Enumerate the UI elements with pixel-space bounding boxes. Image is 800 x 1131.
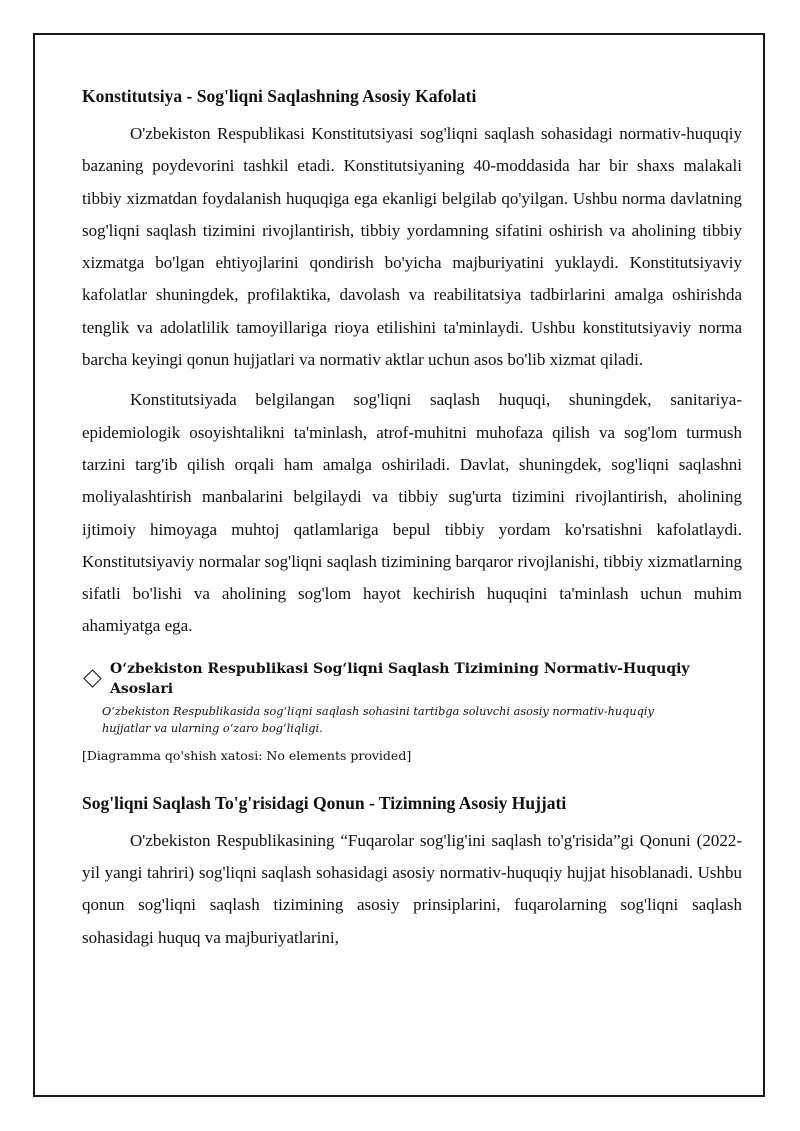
diagram-subtitle: O‘zbekiston Respublikasida sog‘liqni saqlash sohasini tartibga soluvchi asosiy normativ-huquqiy hujjatlar va ularning o‘zaro bog‘liqligi. — [102, 704, 654, 735]
section-heading-law: Sog'liqni Saqlash To'g'risidagi Qonun - Tizimning Asosiy Hujjati — [82, 792, 567, 813]
paragraph: O'zbekiston Respublikasi Konstitutsiyasi sog'liqni saqlash sohasidagi normativ-huquqiy bazaning poydevorini tashkil etadi. Konstitutsiyaning 40-moddasida har bir shaxs malakali tibbiy xizmatdan foydalanish huquqiga ega ekanligi belgilab qo'yilgan. Ushbu norma davlatning sog'liqni saqlash tizimini rivojlantirish, tibbiy yordamning sifatini oshirish va aholining tibbiy xizmatga bo'lgan ehtiyojlarini qondirish bo'yicha majburiyatini yuklaydi. Konstitutsiyaviy kafolatlar shuningdek, profilaktika, davolash va reabilitatsiya tadbirlarini amalga oshirishda tenglik va adolatlilik tamoyillariga rioya etilishini ta'minlaydi. Ushbu konstitutsiyaviy norma barcha keyingi qonun hujjatlari va normativ aktlar uchun asos bo'lib xizmat qiladi. — [82, 124, 742, 370]
diagram-title-text: O‘zbekiston Respublikasi Sog‘liqni Saqlash Tizimining Normativ-Huquqiy Asoslari — [110, 660, 690, 697]
diamond-icon — [83, 670, 101, 688]
paragraph: Konstitutsiyada belgilangan sog'liqni saqlash huquqi, shuningdek, sanitariya-epidemiologik osoyishtalikni ta'minlash, atrof-muhitni muhofaza qilish va sog'lom turmush tarzini targ'ib qilish orqali ham amalga oshiriladi. Davlat, shuningdek, sog'liqni saqlashni moliyalashtirish manbalarini belgilaydi va tibbiy sug'urta tizimini rivojlantirish, aholining ijtimoiy himoyaga muhtoj qatlamlariga bepul tibbiy yordam ko'rsatishni kafolatlaydi. Konstitutsiyaviy normalar sog'liqni saqlash tizimining barqaror rivojlanishi, tibbiy xizmatlarning sifatli bo'lishi va aholining sog'lom hayot kechirish huquqini ta'minlash uchun muhim ahamiyatga ega. — [82, 390, 742, 636]
diagram-title — [82, 659, 742, 699]
diagram-error-message: [Diagramma qo'shish xatosi: No elements provided] — [82, 747, 412, 763]
section-heading-constitution: Konstitutsiya - Sog'liqni Saqlashning Asosiy Kafolati — [82, 86, 477, 106]
document-body — [82, 84, 742, 962]
paragraph: O'zbekiston Respublikasining “Fuqarolar sog'lig'ini saqlash to'g'risida”gi Qonuni (2022-yil yangi tahriri) sog'liqni saqlash sohasidagi asosiy normativ-huquqiy hujjat hisoblanadi. Ushbu qonun sog'liqni saqlash tizimining asosiy prinsiplarini, fuqarolarning sog'liqni saqlash sohasidagi huquq va majburiyatlarini, — [82, 830, 742, 947]
